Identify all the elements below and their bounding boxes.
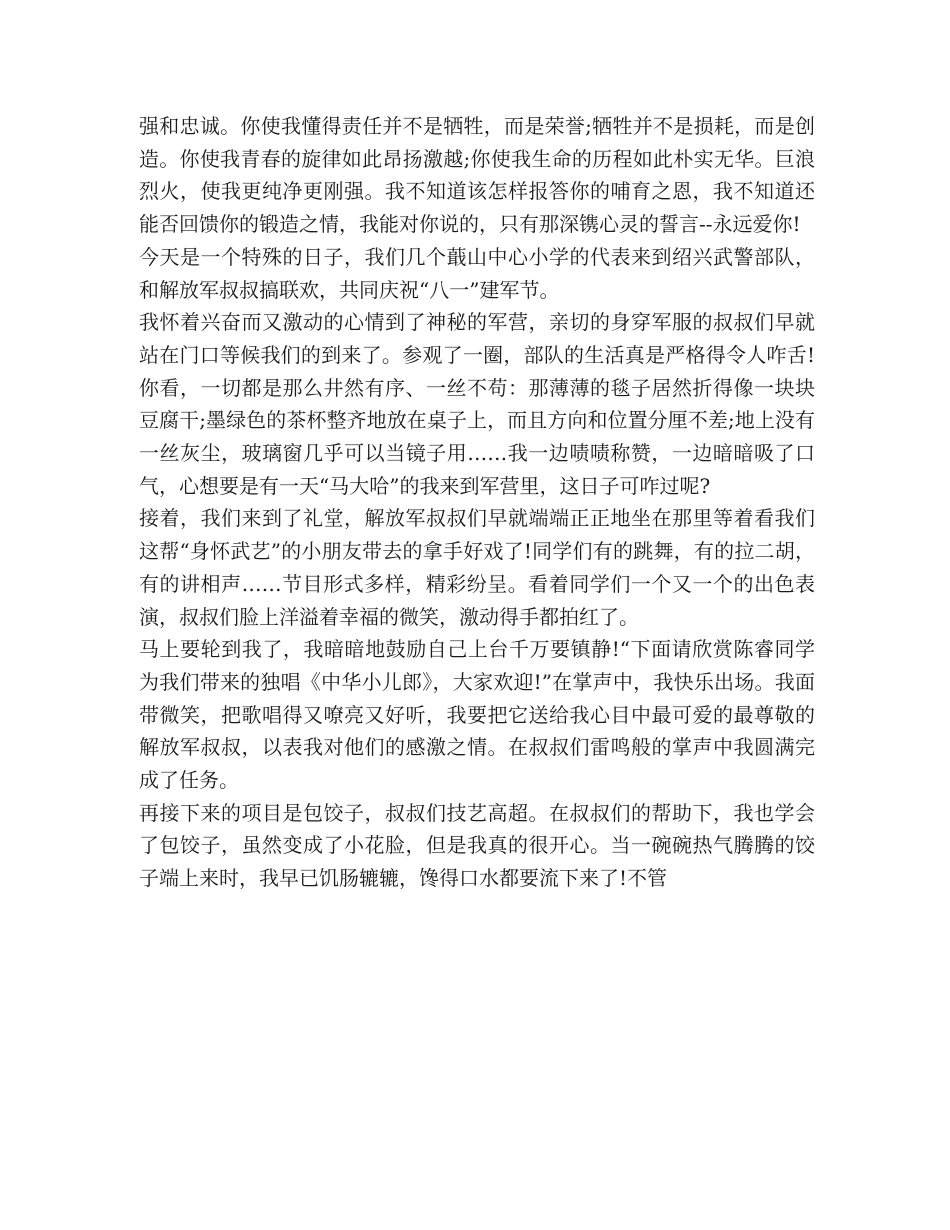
paragraph-2: 今天是一个特殊的日子，我们几个蕺山中心小学的代表来到绍兴武警部队，和解放军叔叔搞联欢，共同庆祝“八一”建军节。 <box>139 244 815 302</box>
article-body <box>139 110 815 895</box>
paragraph-4: 接着，我们来到了礼堂，解放军叔叔们早就端端正正地坐在那里等着看我们这帮“身怀武艺”的小朋友带去的拿手好戏了!同学们有的跳舞，有的拉二胡，有的讲相声……节目形式多样，精彩纷呈。看着同学们一个又一个的出色表演，叔叔们脸上洋溢着幸福的微笑，激动得手都拍红了。 <box>139 506 815 629</box>
paragraph-1: 强和忠诚。你使我懂得责任并不是牺牲，而是荣誉;牺牲并不是损耗，而是创造。你使我青春的旋律如此昂扬激越;你使我生命的历程如此朴实无华。巨浪烈火，使我更纯净更刚强。我不知道该怎样报答你的哺育之恩，我不知道还能否回馈你的锻造之情，我能对你说的，只有那深镌心灵的誓言--永远爱你! <box>139 114 815 237</box>
paragraph-3: 我怀着兴奋而又激动的心情到了神秘的军营，亲切的身穿军服的叔叔们早就站在门口等候我们的到来了。参观了一圈，部队的生活真是严格得令人咋舌!你看，一切都是那么井然有序、一丝不苟：那薄薄的毯子居然折得像一块块豆腐干;墨绿色的茶杯整齐地放在桌子上，而且方向和位置分厘不差;地上没有一丝灰尘，玻璃窗几乎可以当镜子用……我一边啧啧称赞，一边暗暗吸了口气，心想要是有一天“马大哈”的我来到军营里，这日子可咋过呢? <box>139 310 815 498</box>
paragraph-5: 马上要轮到我了，我暗暗地鼓励自己上台千万要镇静!“下面请欣赏陈睿同学为我们带来的独唱《中华小儿郎》，大家欢迎!”在掌声中，我快乐出场。我面带微笑，把歌唱得又嘹亮又好听，我要把它送给我心目中最可爱的最尊敬的解放军叔叔，以表我对他们的感激之情。在叔叔们雷鸣般的掌声中我圆满完成了任务。 <box>139 637 815 793</box>
paragraph-6: 再接下来的项目是包饺子，叔叔们技艺高超。在叔叔们的帮助下，我也学会了包饺子，虽然变成了小花脸，但是我真的很开心。当一碗碗热气腾腾的饺子端上来时，我早已饥肠辘辘，馋得口水都要流下来了!不管 <box>139 800 815 891</box>
